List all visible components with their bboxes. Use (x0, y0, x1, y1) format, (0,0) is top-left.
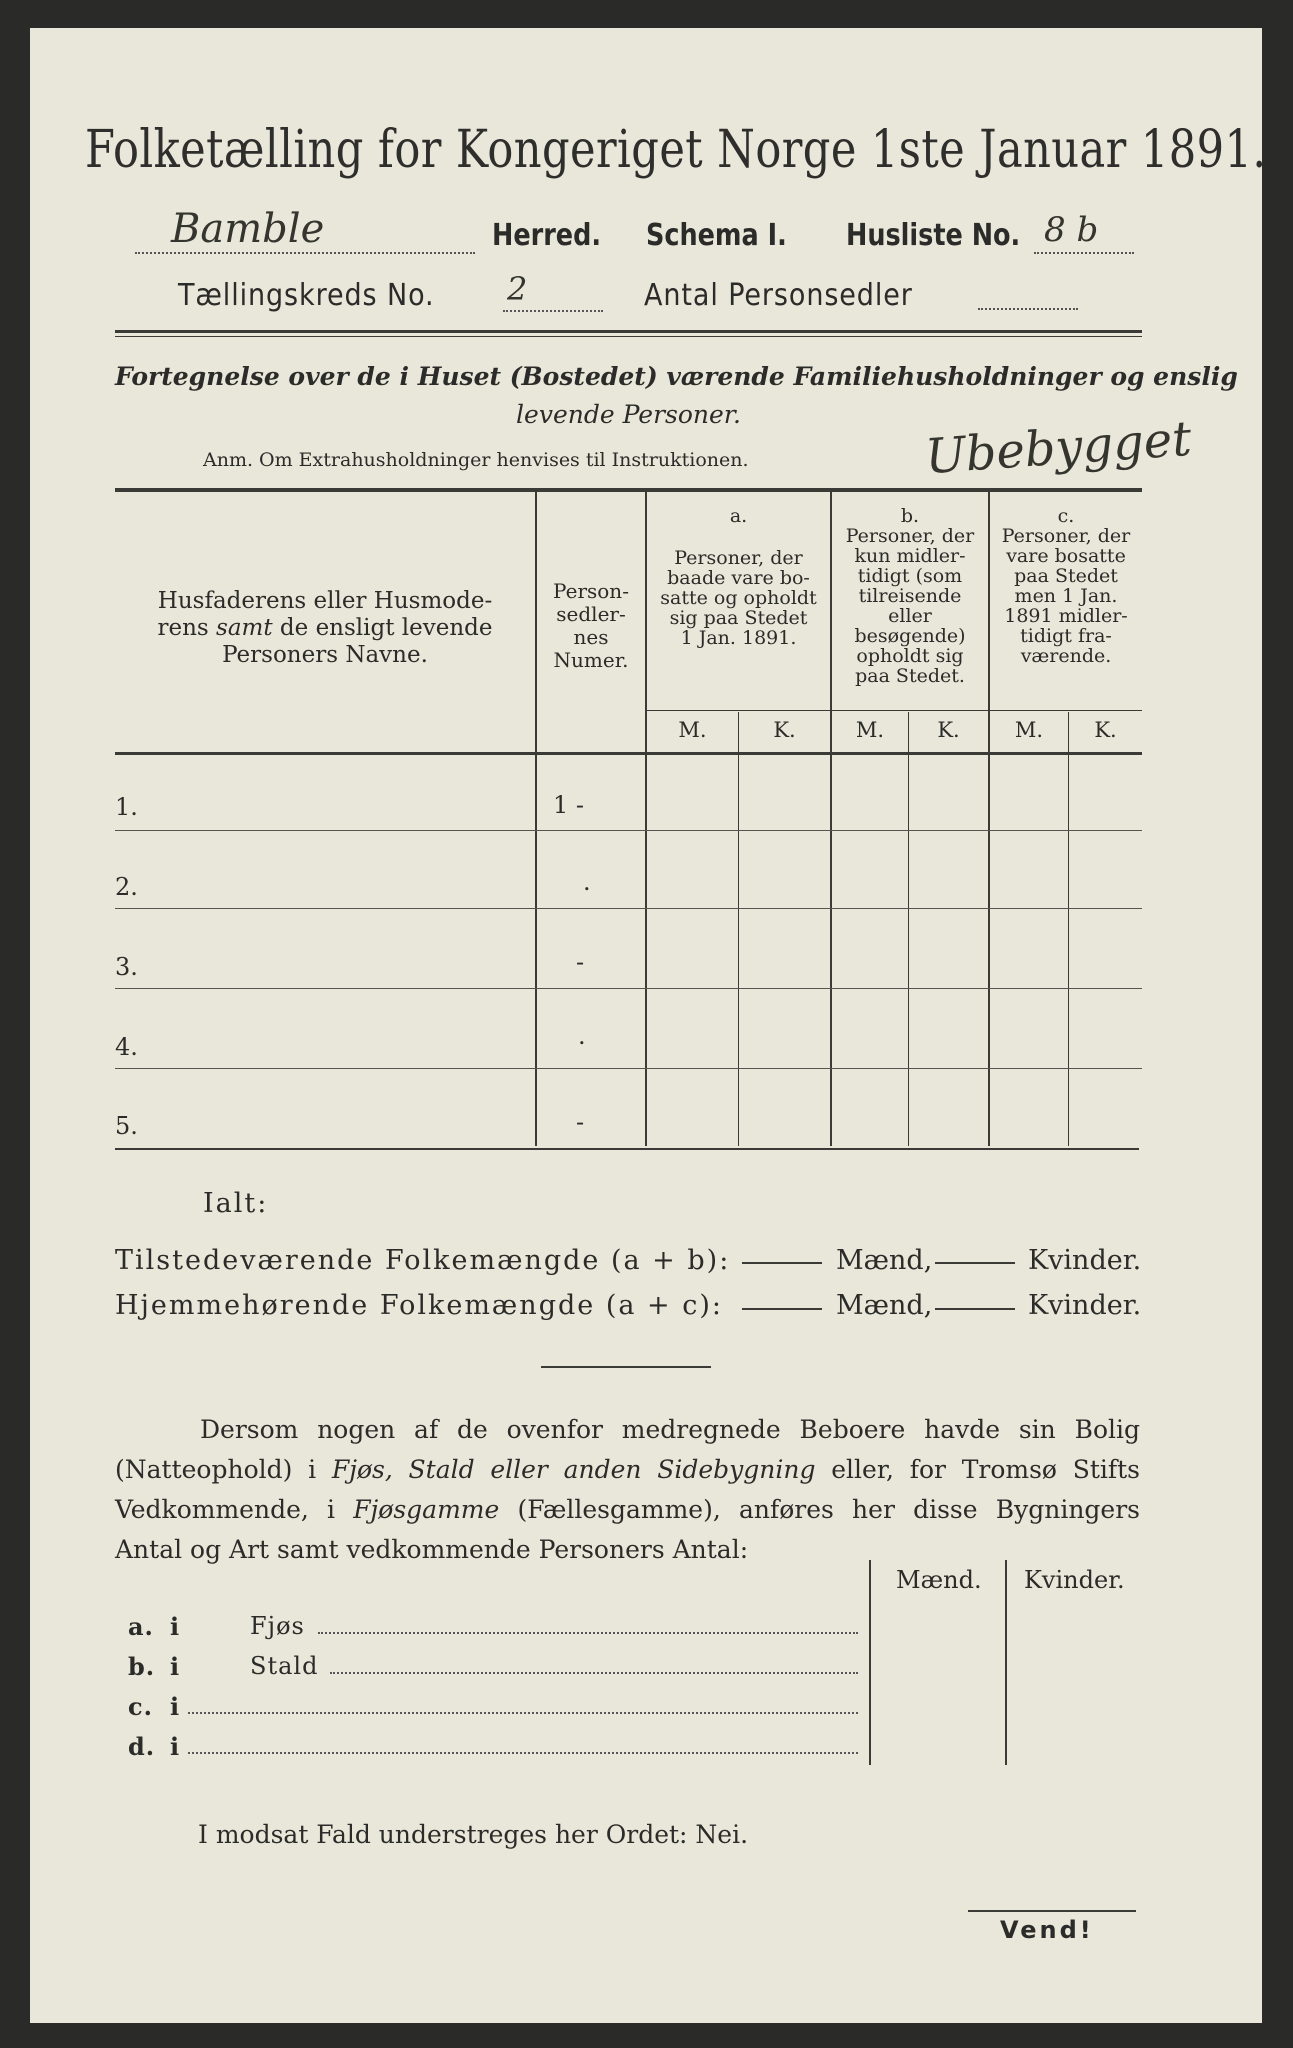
row-4-number: 4. (115, 1033, 138, 1061)
col-b-line: besøgende) (854, 625, 966, 647)
row-d-i: i (170, 1732, 181, 1761)
col-c-line: værende. (1020, 645, 1112, 667)
col-b-line: kun midler- (854, 545, 966, 567)
col-b-letter: b. (900, 505, 920, 527)
header-rule (115, 330, 1142, 333)
husliste-value: 8 b (1044, 210, 1099, 250)
col-b-k: K. (937, 718, 960, 742)
ialt-label: Ialt: (203, 1188, 269, 1219)
anm-note: Anm. Om Extrahusholdninger henvises til Instruktionen. (203, 449, 749, 471)
header-rule-thin (115, 336, 1142, 337)
col-c-line: men 1 Jan. (1014, 585, 1118, 607)
col-b-line: eller (888, 605, 932, 627)
hjemme-maend-blank[interactable] (742, 1308, 822, 1310)
row-2-sedler[interactable]: . (583, 868, 591, 896)
row-rule (115, 830, 1142, 831)
herred-label: Herred. (492, 218, 602, 253)
bolig-paragraph (115, 1410, 1140, 1570)
col-c-k: K. (1094, 718, 1117, 742)
herred-value: Bamble (171, 206, 325, 252)
tilstede-kvinder-label: Kvinder. (1028, 1245, 1142, 1276)
schema-label: Schema I. (646, 218, 787, 253)
kreds-field[interactable] (503, 270, 603, 312)
col-c-line: paa Stedet (1014, 565, 1118, 587)
col-a-line: baade vare bo- (667, 567, 810, 589)
mk-header-rule (647, 710, 1142, 711)
row-d-field[interactable] (188, 1752, 858, 1754)
kreds-label: Tællingskreds No. (178, 278, 435, 313)
row-2-number: 2. (115, 873, 138, 901)
col-b-line: opholdt sig (856, 645, 964, 667)
tilstede-kvinder-blank[interactable] (935, 1262, 1015, 1264)
col-num-line: Person- (553, 579, 629, 603)
hjemme-kvinder-label: Kvinder. (1028, 1290, 1142, 1321)
col-b-header (832, 506, 988, 686)
col-a-m: M. (678, 718, 707, 742)
antal-label: Antal Personsedler (644, 278, 913, 313)
herred-field[interactable] (135, 206, 475, 254)
fjos-label: Fjøs (250, 1612, 305, 1640)
row-3-number: 3. (115, 953, 138, 981)
col-b-line: Personer, der (845, 525, 975, 547)
row-5-sedler[interactable]: - (576, 1108, 585, 1136)
paragraph-text: (Fællesgamme), anføres her disse Bygningers Antal og Art samt vedkommende Personers Antal: (115, 1495, 1141, 1564)
col-c-line: vare bosatte (1006, 545, 1126, 567)
col-line-b-mk (908, 712, 909, 1146)
tilstede-label: Tilstedeværende Folkemængde (a + b): (115, 1245, 731, 1276)
paragraph-text: eller, for Tromsø Stifts Vedkommende, i (115, 1455, 1140, 1524)
col-a-letter: a. (729, 505, 748, 527)
col-a-line: Personer, der (674, 547, 803, 569)
handwritten-note: Ubebygget (923, 410, 1194, 486)
modsat-note: I modsat Fald understreges her Ordet: Nei. (198, 1820, 749, 1849)
col-num-header (537, 580, 645, 672)
col-num-line: nes (573, 625, 609, 649)
husliste-label: Husliste No. (846, 218, 1021, 253)
buildings-kvinder-header: Kvinder. (1024, 1566, 1125, 1594)
col-num-line: sedler- (556, 602, 626, 626)
intro-line-2: levende Personer. (516, 400, 741, 429)
col-num-line: Numer. (553, 648, 629, 672)
table-bottom-rule (115, 1148, 1139, 1150)
row-4-sedler[interactable]: . (578, 1022, 586, 1050)
col-a-line: satte og opholdt (660, 587, 817, 609)
intro-line-1: Fortegnelse over de i Huset (Bostedet) værende Familiehusholdninger og enslig (115, 362, 1238, 391)
paragraph-text: Dersom nogen af de ovenfor medregnede Beboere havde sin Bolig (Natteophold) i (115, 1415, 1140, 1484)
antal-field[interactable] (978, 282, 1078, 310)
buildings-col-line-1 (869, 1560, 871, 1765)
tilstede-maend-label: Mænd, (836, 1245, 933, 1276)
col-a-line: sig paa Stedet (669, 607, 808, 629)
col-c-line: Personer, der (1001, 525, 1131, 547)
col-a-k: K. (773, 718, 796, 742)
husliste-field[interactable] (1034, 210, 1134, 254)
col-name-line-3: Personers Navne. (222, 642, 428, 668)
hjemme-kvinder-blank[interactable] (935, 1308, 1015, 1310)
col-line-c-mk (1068, 712, 1069, 1146)
separator-rule (541, 1366, 711, 1368)
col-b-line: tidigt (som (857, 565, 963, 587)
fjos-field[interactable] (318, 1632, 858, 1634)
col-line-a-mk (738, 712, 739, 1146)
col-c-line: 1891 midler- (1004, 605, 1128, 627)
col-name-header (120, 588, 530, 669)
fjos-letter: a. (128, 1612, 154, 1641)
stald-label: Stald (250, 1652, 319, 1680)
row-c-letter: c. (128, 1692, 153, 1721)
kreds-value: 2 (507, 270, 528, 308)
row-3-sedler[interactable]: - (576, 948, 585, 976)
vend-rule (968, 1910, 1136, 1912)
vend-label: Vend! (1000, 1916, 1094, 1944)
col-name-line-1: Husfaderens eller Husmode- (157, 588, 493, 614)
hjemme-label: Hjemmehørende Folkemængde (a + c): (115, 1290, 723, 1321)
col-c-header (990, 506, 1142, 666)
col-c-m: M. (1014, 718, 1044, 742)
row-rule (115, 908, 1142, 909)
col-a-header (647, 506, 830, 648)
col-b-m: M. (855, 718, 885, 742)
row-d-letter: d. (128, 1732, 156, 1761)
tilstede-maend-blank[interactable] (742, 1262, 822, 1264)
hjemme-maend-label: Mænd, (836, 1290, 933, 1321)
paragraph-italic: Fjøsgamme (353, 1495, 500, 1524)
col-b-line: tilreisende (858, 585, 962, 607)
row-rule (115, 1068, 1142, 1069)
row-rule (115, 988, 1142, 989)
col-b-line: paa Stedet. (855, 665, 965, 687)
col-c-letter: c. (1057, 505, 1075, 527)
row-5-number: 5. (115, 1112, 138, 1140)
row-c-i: i (170, 1692, 181, 1721)
buildings-col-line-2 (1005, 1560, 1007, 1765)
row-1-number: 1. (115, 793, 138, 821)
col-c-line: tidigt fra- (1020, 625, 1112, 647)
stald-field[interactable] (330, 1672, 858, 1674)
col-a-line: 1 Jan. 1891. (680, 627, 797, 649)
col-name-line-2: rens samt de ensligt levende (157, 615, 493, 641)
buildings-maend-header: Mænd. (896, 1566, 982, 1594)
row-1-sedler[interactable]: 1 - (553, 791, 585, 819)
row-c-field[interactable] (188, 1712, 858, 1714)
stald-letter: b. (128, 1652, 156, 1681)
stald-i: i (170, 1652, 181, 1681)
paragraph-italic: Fjøs, Stald eller anden Sidebygning (331, 1455, 816, 1484)
form-title: Folketælling for Kongeriget Norge 1ste Januar 1891. (85, 120, 1267, 180)
fjos-i: i (170, 1612, 181, 1641)
